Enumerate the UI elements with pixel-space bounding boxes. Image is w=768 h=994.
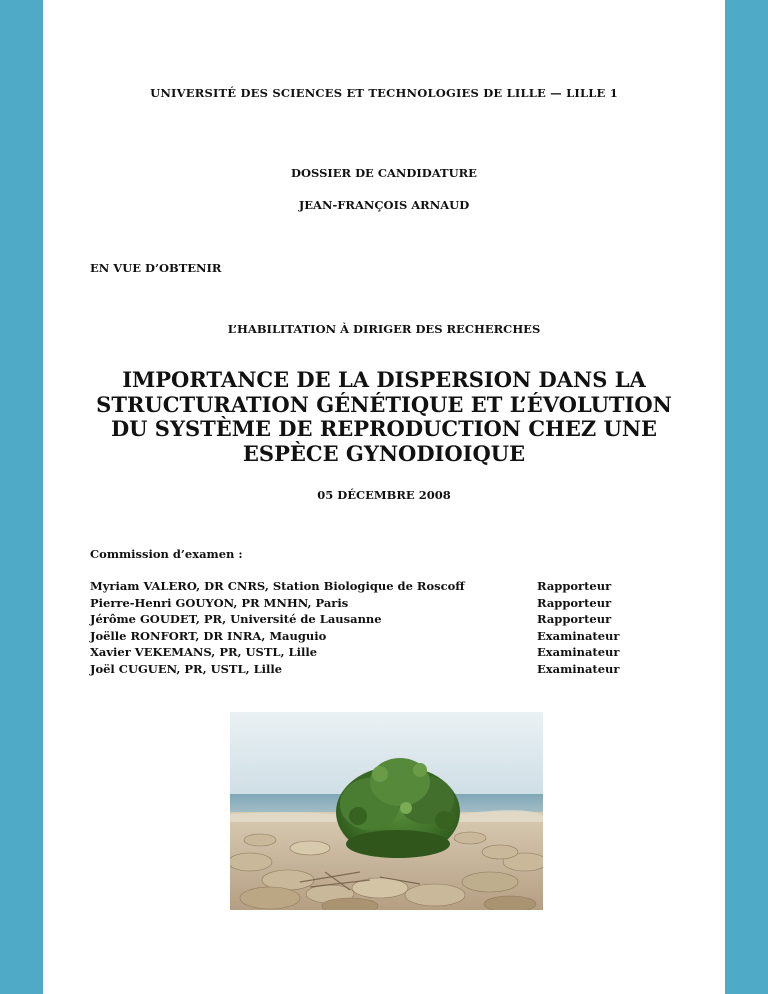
defense-date: 05 DÉCEMBRE 2008: [317, 488, 451, 502]
beach-plant-illustration: [230, 712, 543, 910]
committee-member: [90, 611, 690, 628]
committee-list: [90, 578, 690, 678]
member-name: Joël CUGUEN, PR, USTL, Lille: [90, 661, 283, 676]
member-name: Pierre-Henri GOUYON, PR MNHN, Paris: [90, 595, 349, 610]
thesis-title-line: STRUCTURATION GÉNÉTIQUE ET L’ÉVOLUTION: [96, 391, 672, 417]
thesis-title-line: IMPORTANCE DE LA DISPERSION DANS LA: [122, 367, 646, 392]
dossier-heading: DOSSIER DE CANDIDATURE: [291, 166, 477, 180]
member-name: Myriam VALERO, DR CNRS, Station Biologique de Roscoff: [90, 579, 465, 593]
committee-heading: Commission d’examen :: [90, 547, 243, 561]
right-gutter-line: [722, 0, 725, 994]
member-name: Joëlle RONFORT, DR INRA, Mauguio: [90, 628, 327, 643]
member-role: Rapporteur: [537, 612, 612, 627]
left-border-band: [0, 0, 44, 994]
member-role: Examinateur: [537, 645, 620, 660]
committee-member: [90, 628, 690, 645]
committee-member: [90, 595, 690, 612]
thesis-title-line: ESPÈCE GYNODIOIQUE: [242, 440, 526, 466]
committee-member: [90, 661, 690, 678]
purpose-intro: EN VUE D’OBTENIR: [90, 261, 222, 275]
thesis-title: [66, 368, 702, 466]
committee-member: [90, 644, 690, 661]
member-role: Examinateur: [537, 628, 620, 643]
beach-plant-photo: [230, 712, 543, 910]
member-role: Rapporteur: [537, 595, 612, 610]
member-name: Xavier VEKEMANS, PR, USTL, Lille: [90, 645, 318, 660]
cover-page: [46, 0, 722, 994]
degree-heading: L’HABILITATION À DIRIGER DES RECHERCHES: [227, 322, 541, 336]
thesis-title-line: DU SYSTÈME DE REPRODUCTION CHEZ UNE: [110, 416, 658, 441]
member-role: Examinateur: [537, 661, 620, 676]
member-role: Rapporteur: [537, 579, 612, 593]
university-heading: UNIVERSITÉ DES SCIENCES ET TECHNOLOGIES DE LILLE — LILLE 1: [150, 86, 618, 100]
member-name: Jérôme GOUDET, PR, Université de Lausanne: [90, 612, 382, 627]
committee-member: [90, 578, 690, 595]
right-border-band: [724, 0, 768, 994]
candidate-name: JEAN-FRANÇOIS ARNAUD: [298, 198, 470, 212]
